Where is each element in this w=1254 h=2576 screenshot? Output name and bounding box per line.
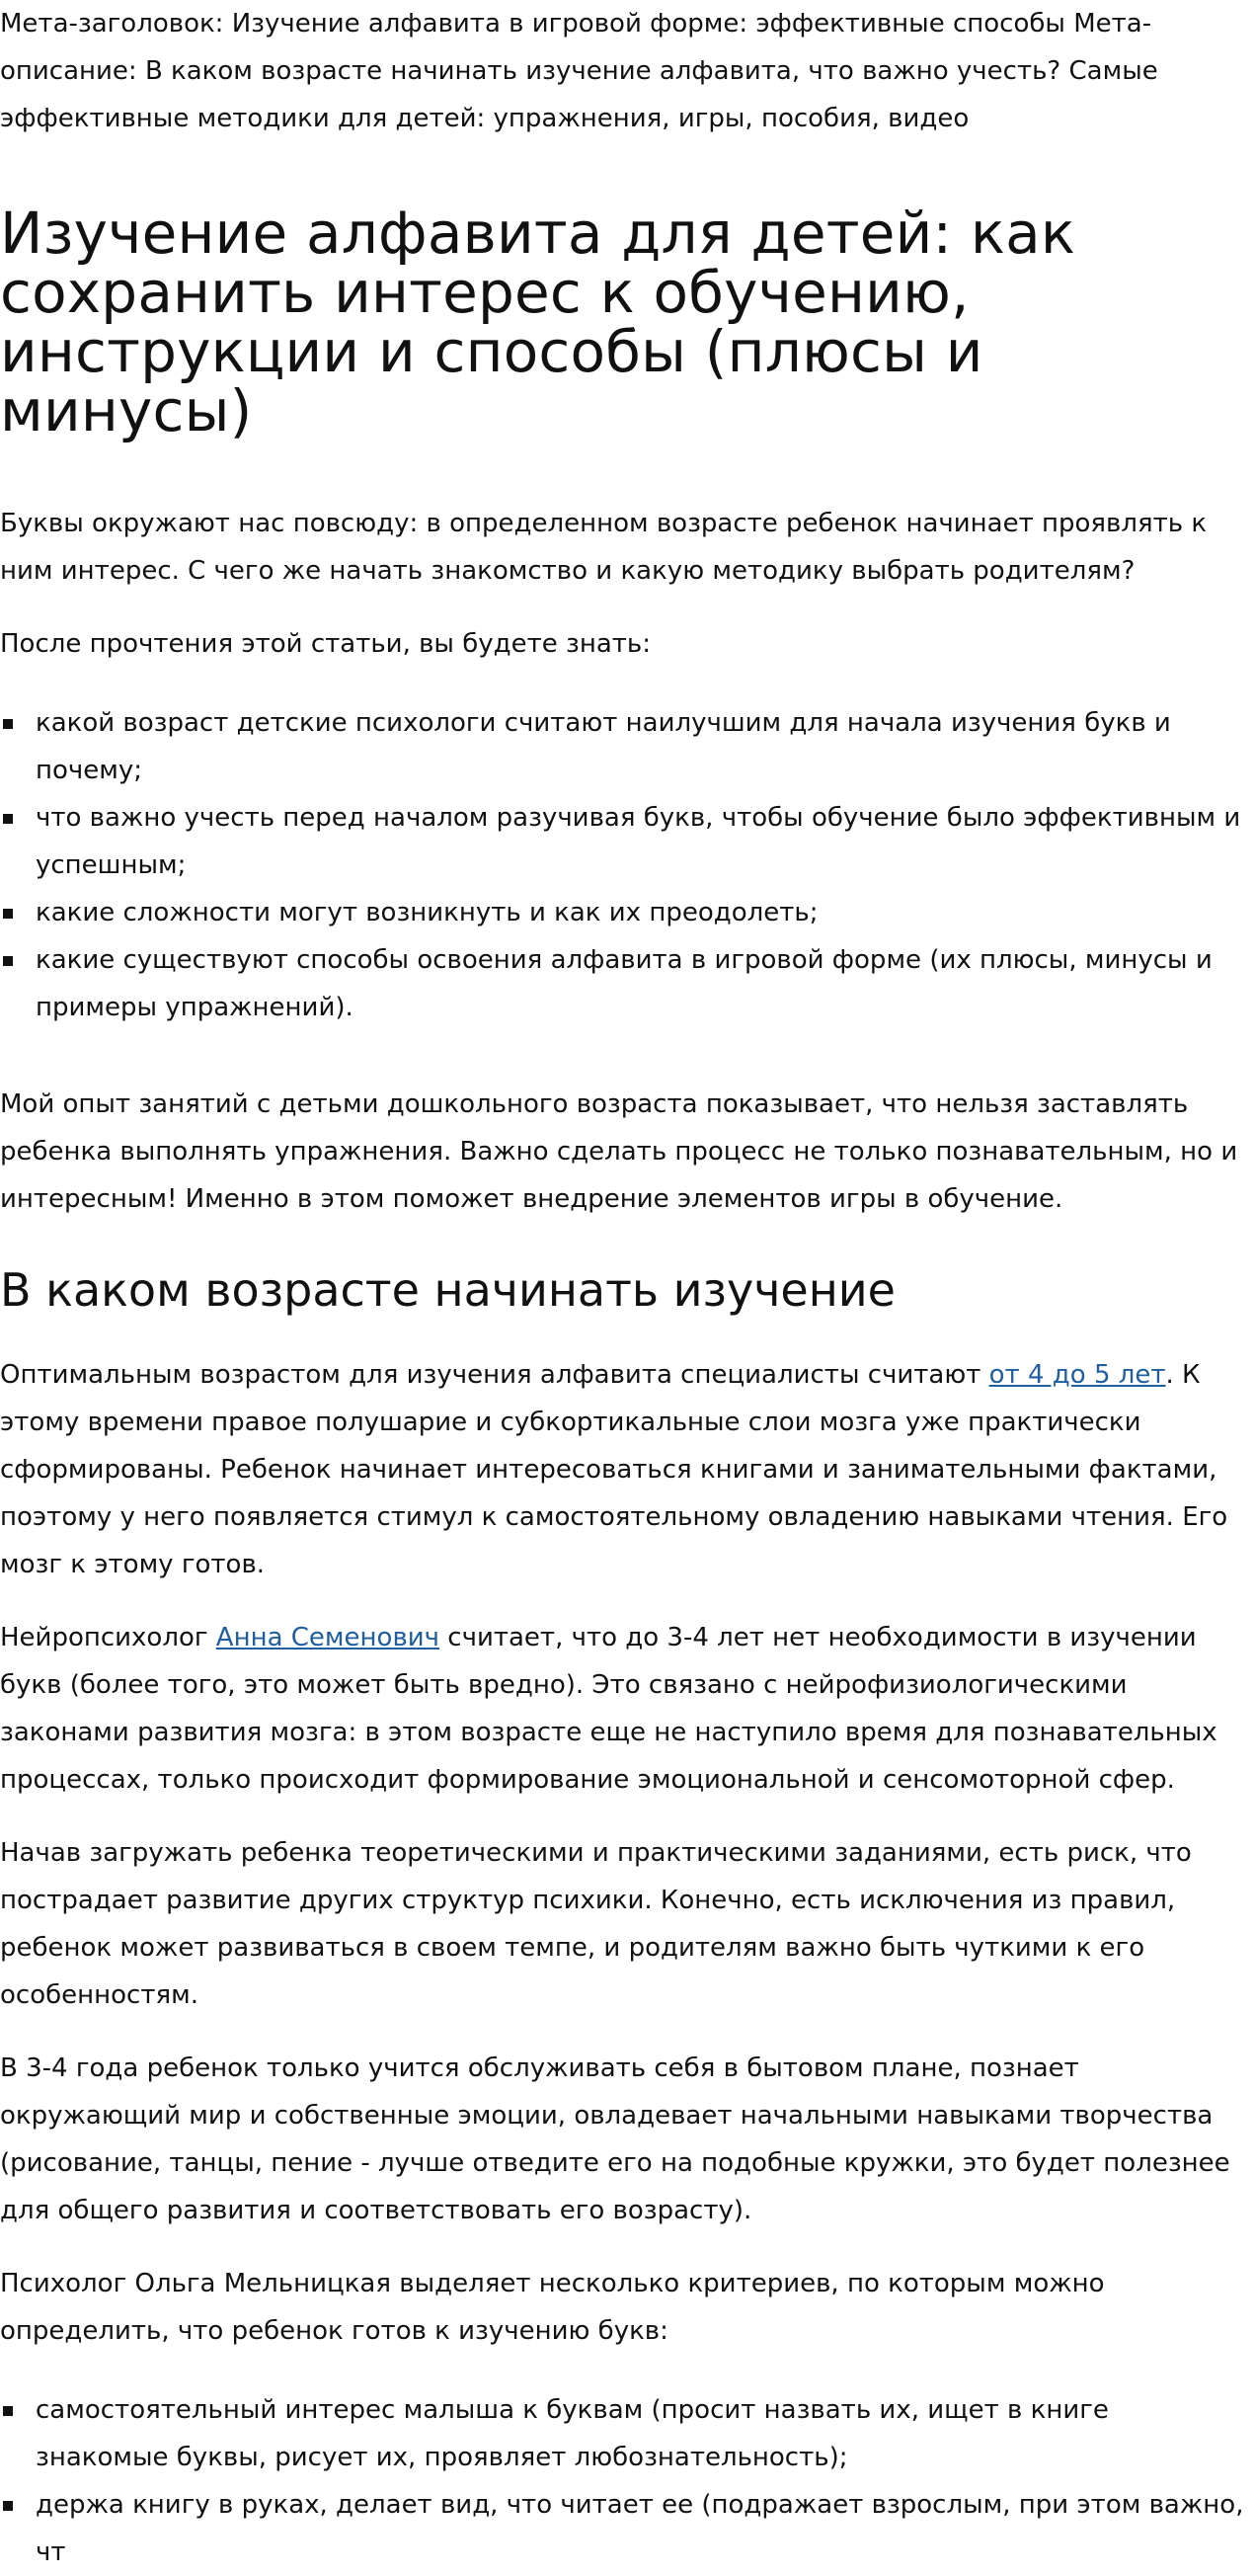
article-title: Изучение алфавита для детей: как сохранить интерес к обучению, инструкции и способы (плюсы и минусы) — [0, 200, 1076, 444]
experience-paragraph: Мой опыт занятий с детьми дошкольного возраста показывает, что нельзя заставлять ребенка выполнять упражнения. Важно сделать процесс не только познавательным, но и интересным! Именно в этом поможет внедрение элементов игры в обучение. — [0, 1089, 1238, 1214]
meta-description: Мета-заголовок: Изучение алфавита в игровой форме: эффективные способы Мета-описание: В каком возрасте начинать изучение алфавита, что важно учесть? Самые эффективные методики для детей: упражнения, игры, пособия, видео — [0, 9, 1158, 133]
age-3-4-paragraph: В 3-4 года ребенок только учится обслуживать себя в бытовом плане, познает окружающий мир и собственные эмоции, овладевает начальными навыками творчества (рисование, танцы, пение - лучше отведите его на подобные кружки, это будет полезнее для общего развития и соответствовать его возрасту). — [0, 2053, 1230, 2225]
optimal-age-paragraph — [0, 1351, 1246, 1588]
list-item: какой возраст детские психологи считают наилучшим для начала изучения букв и почему; — [0, 699, 1246, 794]
after-reading-paragraph: После прочтения этой статьи, вы будете знать: — [0, 629, 652, 659]
risk-paragraph: Начав загружать ребенка теоретическими и практическими заданиями, есть риск, что пострадает развитие других структур психики. Конечно, есть исключения из правил, ребенок может развиваться в своем темпе, и родителям важно быть чуткими к его особенностям. — [0, 1838, 1192, 2010]
list-item: самостоятельный интерес малыша к буквам (просит назвать их, ищет в книге знакомые буквы, рисует их, проявляет любознательность); — [0, 2386, 1246, 2481]
anna-semenovich-link[interactable]: Анна Семенович — [215, 1623, 440, 1652]
criteria-paragraph: Психолог Ольга Мельницкая выделяет несколько критериев, по которым можно определить, что ребенок готов к изучению букв: — [0, 2269, 1105, 2346]
optimal-age-link[interactable]: от 4 до 5 лет — [988, 1360, 1166, 1390]
list-item: что важно учесть перед началом разучивая букв, чтобы обучение было эффективным и успешным; — [0, 794, 1246, 889]
optimal-age-text-end: . К этому времени правое полушарие и субкортикальные слои мозга уже практически сформированы. Ребенок начинает интересоваться книгами и занимательными фактами, поэтому у него появляется стимул к самостоятельному овладению навыками чтения. Его мозг к этому готов. — [0, 1360, 1228, 1579]
list-item: какие существуют способы освоения алфавита в игровой форме (их плюсы, минусы и примеры упражнений). — [0, 936, 1246, 1031]
list-item: какие сложности могут возникнуть и как их преодолеть; — [0, 889, 1246, 936]
optimal-age-text-start: Оптимальным возрастом для изучения алфавита специалисты считают — [0, 1360, 989, 1390]
neuropsychologist-text-start: Нейропсихолог — [0, 1623, 216, 1652]
neuropsychologist-paragraph — [0, 1614, 1246, 1804]
list-item: держа книгу в руках, делает вид, что читает ее (подражает взрослым, при этом важно, чт — [0, 2481, 1246, 2576]
neuropsychologist-text-end: считает, что до 3-4 лет нет необходимости в изучении букв (более того, это может быть вредно). Это связано с нейрофизиологическими законами развития мозга: в этом возрасте еще не наступило время для познавательных процессах, только происходит формирование эмоциональной и сенсомоторной сфер. — [0, 1623, 1217, 1795]
section-title-age: В каком возрасте начинать изучение — [0, 1263, 896, 1317]
intro-paragraph: Буквы окружают нас повсюду: в определенном возрасте ребенок начинает проявлять к ним интерес. С чего же начать знакомство и какую методику выбрать родителям? — [0, 509, 1208, 586]
learning-outcomes-list — [0, 699, 1246, 1031]
readiness-criteria-list — [0, 2386, 1246, 2576]
